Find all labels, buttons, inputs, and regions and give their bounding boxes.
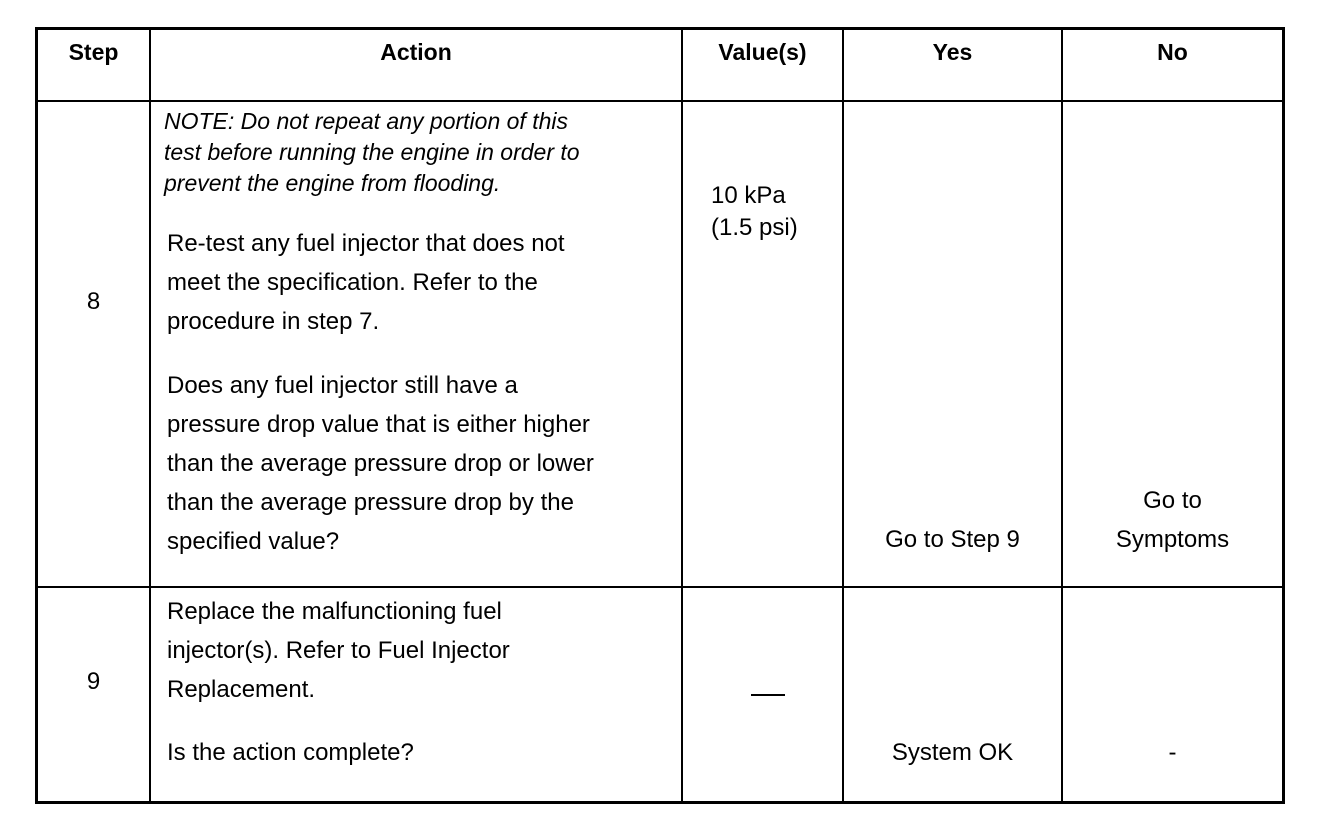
step-number: 8 <box>86 288 101 315</box>
header-no: No <box>1157 39 1188 65</box>
value-spec: 10 kPa (1.5 psi) <box>711 182 798 241</box>
column-divider <box>842 30 844 801</box>
row-divider <box>38 100 1282 102</box>
no-result: Go to Symptoms <box>1115 487 1230 553</box>
action-instruction: Re-test any fuel injector that does not meet the specification. Refer to the procedure in step 7. <box>167 230 565 335</box>
header-values: Value(s) <box>718 39 807 65</box>
procedure-table <box>35 27 1285 804</box>
row-divider <box>38 586 1282 588</box>
step-number: 9 <box>86 668 101 695</box>
header-step: Step <box>68 39 119 65</box>
column-divider <box>681 30 683 801</box>
yes-result: System OK <box>891 739 1014 766</box>
column-divider <box>149 30 151 801</box>
yes-result: Go to Step 9 <box>885 526 1020 553</box>
action-note: NOTE: Do not repeat any portion of this test before running the engine in order to prevent the engine from flooding. <box>164 108 580 196</box>
column-divider <box>1061 30 1063 801</box>
action-question: Is the action complete? <box>167 739 414 766</box>
no-result: - <box>1168 739 1177 766</box>
value-none-dash <box>751 694 785 696</box>
header-yes: Yes <box>932 39 973 65</box>
action-instruction: Replace the malfunctioning fuel injector(s). Refer to Fuel Injector Replacement. <box>167 598 510 703</box>
action-question: Does any fuel injector still have a pressure drop value that is either higher than the average pressure drop or lower than the average pressure drop by the specified value? <box>167 372 594 555</box>
header-action: Action <box>380 39 452 65</box>
